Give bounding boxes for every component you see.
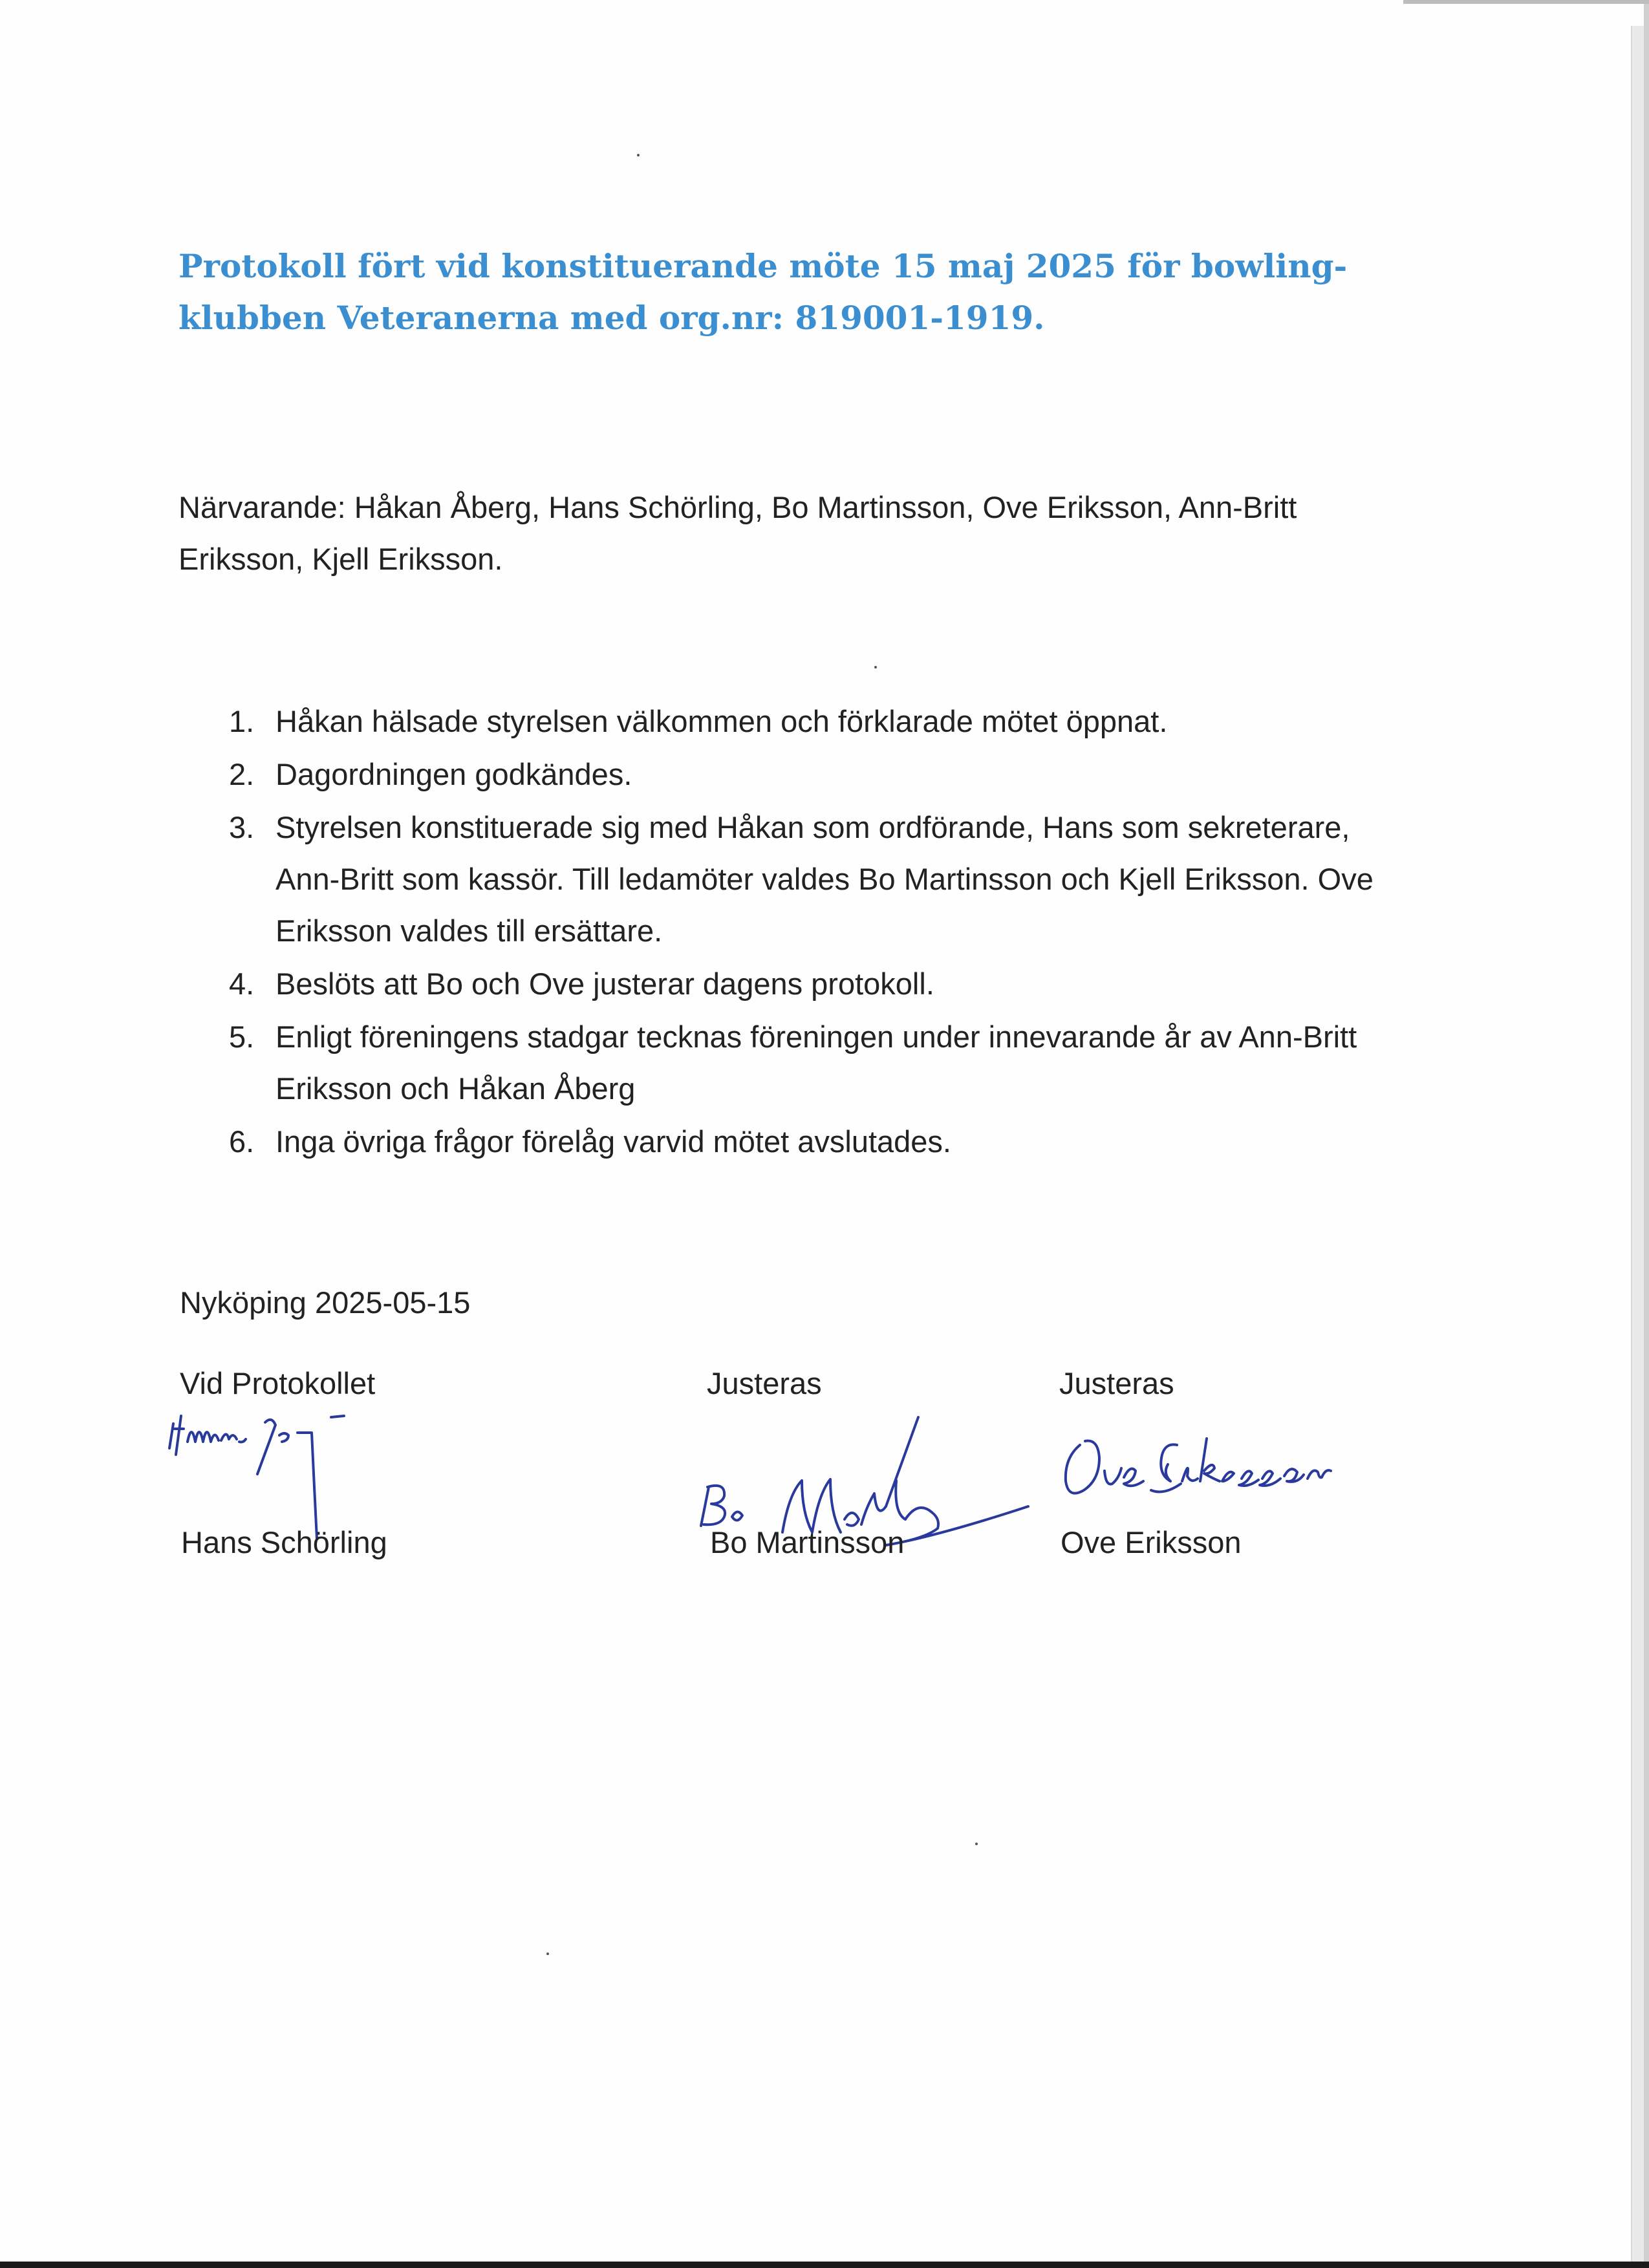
signature-role-secretary: Vid Protokollet [180,1366,376,1400]
agenda-item [220,696,1397,747]
document-title: Protokoll fört vid konstituerande möte 15 maj 2025 för bowling-klubben Veteranerna med org.nr: 819001-1919. [178,247,1348,337]
signature-role-adjuster-2: Justeras [1059,1366,1174,1400]
scan-speck [874,666,877,669]
agenda-item-number: 5. [229,1020,255,1054]
agenda-item-text: Inga övriga frågor förelåg varvid mötet avslutades. [275,1124,951,1159]
signer-name-hans: Hans Schörling [181,1525,387,1559]
place-and-date: Nyköping 2025-05-15 [180,1285,471,1320]
signature-ove-eriksson [1054,1419,1364,1523]
agenda-list [220,696,1397,1169]
scan-edge-top [1403,0,1649,4]
agenda-item-text: Styrelsen konstituerade sig med Håkan som ordförande, Hans som sekreterare, Ann-Britt som kassör. Till ledamöter valdes Bo Martinsson och Kjell Eriksson. Ove Eriksson valdes till ersättare. [275,810,1374,948]
agenda-item-number: 2. [229,757,255,791]
agenda-item-text: Dagordningen godkändes. [275,757,632,791]
agenda-item [220,802,1397,957]
agenda-item [220,1116,1397,1168]
scan-edge-shadow [1644,0,1649,2268]
attendees-paragraph: Närvarande: Håkan Åberg, Hans Schörling, Bo Martinsson, Ove Eriksson, Ann-Britt Eriksson, Kjell Eriksson. [178,490,1297,576]
agenda-item-text: Håkan hälsade styrelsen välkommen och förklarade mötet öppnat. [275,704,1168,738]
agenda-item-text: Beslöts att Bo och Ove justerar dagens protokoll. [275,967,934,1001]
scan-speck [637,154,640,156]
agenda-item-number: 6. [229,1124,255,1159]
scan-speck [975,1843,978,1845]
scan-edge-bottom [0,2262,1649,2268]
agenda-item [220,958,1397,1010]
agenda-item-text: Enligt föreningens stadgar tecknas föreningen under innevarande år av Ann-Britt Eriksson och Håkan Åberg [275,1020,1357,1106]
signature-role-adjuster-1: Justeras [707,1366,822,1400]
agenda-item-number: 1. [229,704,255,738]
signer-name-bo: Bo Martinsson [710,1525,905,1559]
agenda-item-number: 4. [229,967,255,1001]
agenda-item [220,749,1397,800]
agenda-item-number: 3. [229,810,255,844]
scan-speck [546,1952,549,1955]
signer-name-ove: Ove Eriksson [1061,1525,1242,1559]
agenda-item [220,1011,1397,1115]
